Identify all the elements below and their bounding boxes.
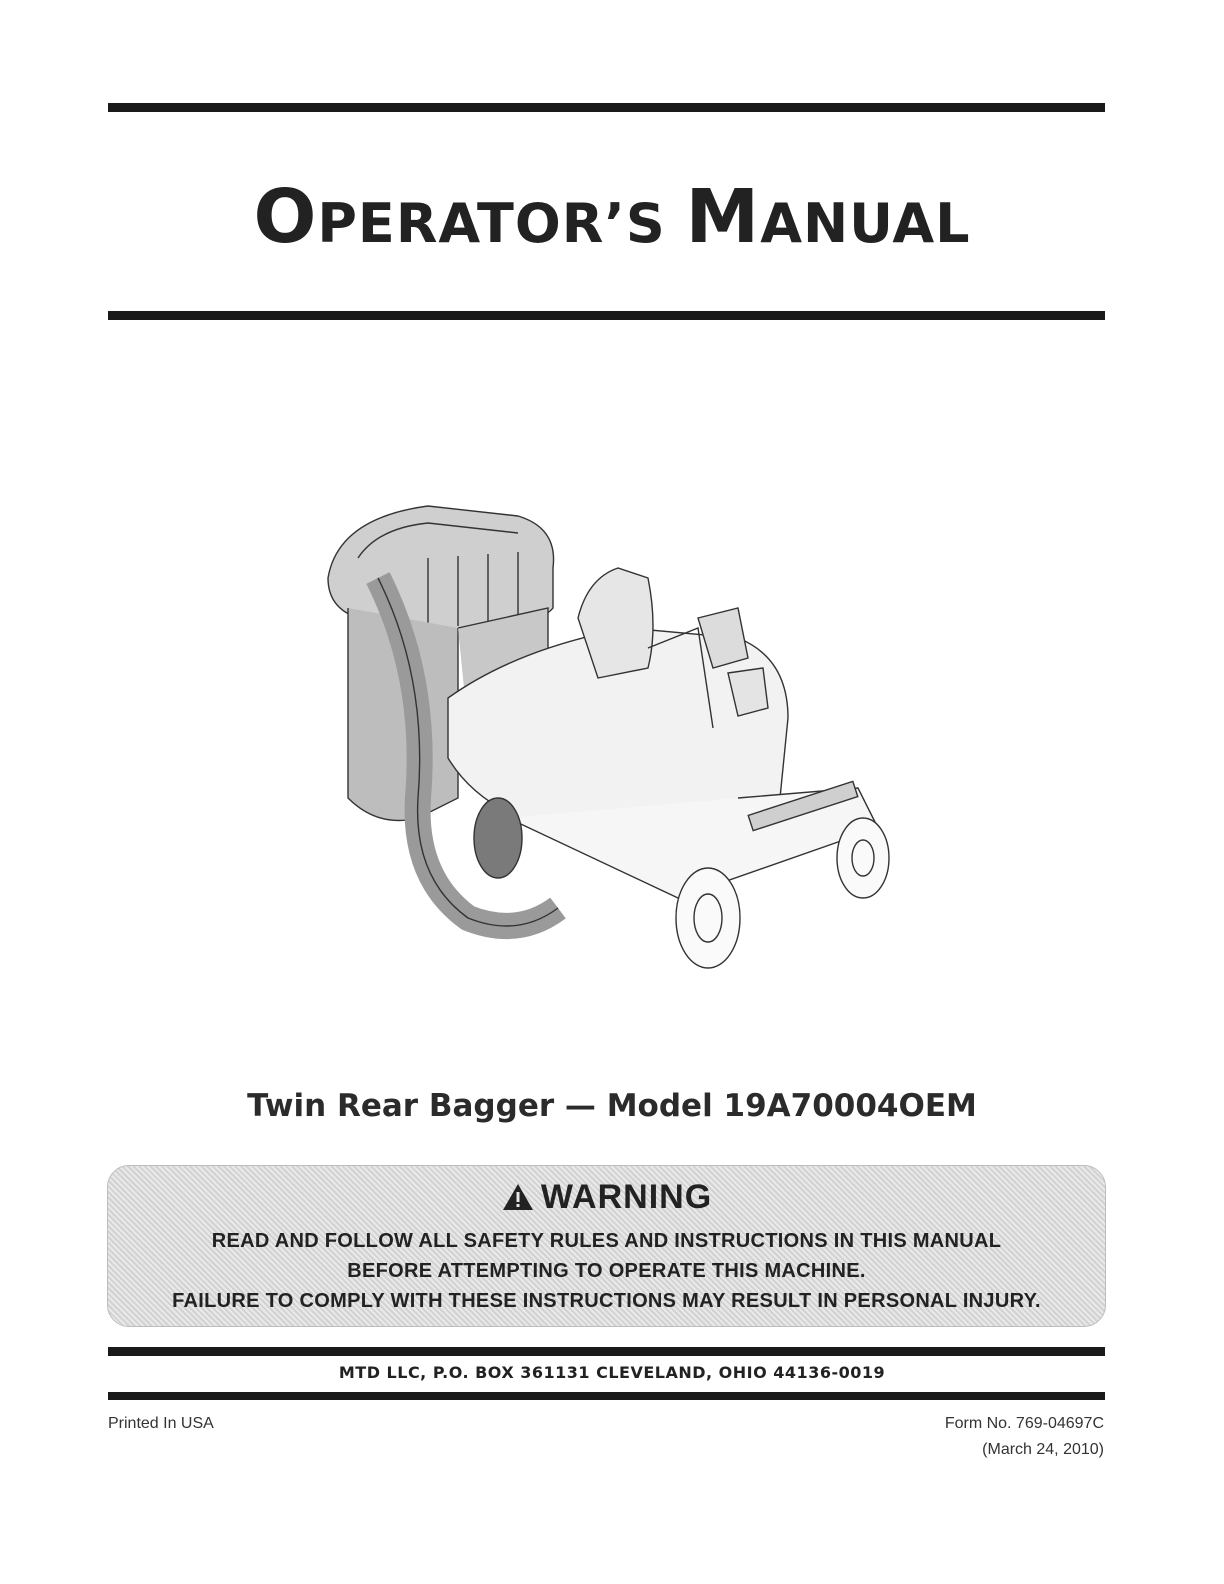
form-date: (March 24, 2010) — [982, 1441, 1104, 1458]
footer-rule-lower — [108, 1392, 1105, 1400]
warning-box — [107, 1165, 1106, 1327]
warning-heading — [108, 1178, 1105, 1217]
title-rule — [108, 311, 1105, 320]
title-apostrophe: ’ — [604, 192, 626, 255]
title-s: S — [625, 192, 686, 255]
title-word-manual: ANUAL — [760, 192, 971, 255]
warning-line-2: BEFORE ATTEMPTING TO OPERATE THIS MACHINE. — [347, 1260, 866, 1282]
title-initial-m: M — [685, 174, 761, 260]
page-title — [0, 174, 1224, 260]
warning-line-1: READ AND FOLLOW ALL SAFETY RULES AND INSTRUCTIONS IN THIS MANUAL — [211, 1230, 1002, 1252]
form-number: Form No. 769-04697C — [944, 1415, 1104, 1432]
top-rule — [108, 103, 1105, 112]
mower-bagger-illustration — [318, 498, 898, 978]
title-initial-o: O — [253, 174, 318, 260]
company-address: MTD LLC, P.O. BOX 361131 CLEVELAND, OHIO 44136-0019 — [338, 1363, 886, 1382]
warning-line-3: FAILURE TO COMPLY WITH THESE INSTRUCTIONS MAY RESULT IN PERSONAL INJURY. — [172, 1290, 1041, 1312]
footer-rule-upper — [108, 1347, 1105, 1356]
product-model-line: Twin Rear Bagger — Model 19A70004OEM — [247, 1088, 977, 1124]
printed-in: Printed In USA — [108, 1415, 214, 1432]
warning-triangle-icon — [501, 1182, 535, 1212]
warning-heading-text: WARNING — [540, 1178, 713, 1216]
title-word-operator: PERATOR — [317, 192, 605, 255]
